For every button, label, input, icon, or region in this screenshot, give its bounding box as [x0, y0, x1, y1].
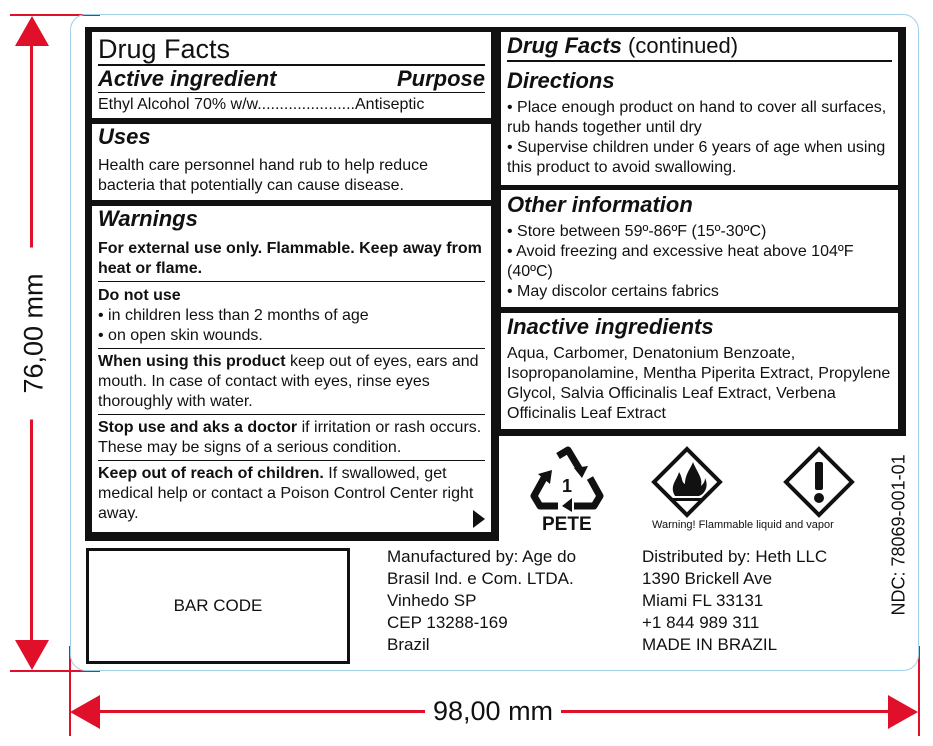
uses-heading: Uses [98, 124, 151, 149]
flammable-hazard-icon [651, 446, 723, 518]
inactive-heading: Inactive ingredients [507, 314, 714, 339]
directions-item: • Supervise children under 6 years of age when using this product to avoid swallowing. [507, 139, 886, 176]
do-not-use-section [98, 282, 485, 349]
height-label: 76,00 mm [19, 248, 50, 420]
drug-facts-left [85, 27, 499, 541]
recycle-number: 1 [562, 476, 573, 496]
inactive-text: Aqua, Carbomer, Denatonium Benzoate, Isopropanolamine, Mentha Piperita Extract, Propylene Glycol, Salvia Officinalis Leaf Extract, Verbena Officinalis Leaf Extract [507, 345, 891, 422]
ndc-code: NDC: 78069-001-01 [888, 454, 909, 616]
uses-panel [92, 124, 491, 200]
warnings-flammable: For external use only. Flammable. Keep away from heat or flame. [98, 239, 485, 282]
continue-arrow-icon [473, 510, 485, 528]
drug-facts-right [497, 27, 906, 436]
stop-use-section: Stop use and aks a doctor if irritation or rash occurs. These may be signs of a serious condition. [98, 415, 485, 461]
do-not-use-item: • on open skin wounds. [98, 327, 263, 344]
do-not-use-item: • in children less than 2 months of age [98, 307, 369, 324]
barcode-box [86, 548, 350, 664]
other-info-heading: Other information [507, 192, 693, 217]
active-panel [92, 32, 491, 118]
other-info-item: • Store between 59º-86ºF (15º-30ºC) [507, 223, 767, 240]
continued-title: Drug Facts (continued) [507, 32, 892, 62]
when-using-section: When using this product keep out of eyes, ears and mouth. In case of contact with eyes, rinse eyes thoroughly with water. [98, 349, 485, 415]
other-info-item: • Avoid freezing and excessive heat above 104ºF (40ºC) [507, 243, 854, 280]
purpose-heading: Purpose [396, 66, 485, 91]
directions-panel [501, 32, 898, 185]
other-info-panel [501, 190, 898, 307]
drug-facts-title: Drug Facts [98, 32, 485, 66]
barcode-label: BAR CODE [173, 596, 263, 615]
active-ingredient-heading: Active ingredient [98, 66, 277, 91]
recycle-symbol [528, 446, 608, 536]
do-not-use-heading: Do not use [98, 287, 181, 304]
width-label: 98,00 mm [425, 696, 561, 727]
distributor-block: Distributed by: Heth LLC 1390 Brickell Ave Miami FL 33131 +1 844 989 311 MADE IN BRAZIL [642, 547, 828, 654]
inactive-panel [501, 313, 898, 429]
recycle-label: PETE [542, 514, 592, 535]
warnings-panel [92, 206, 491, 532]
uses-text: Health care personnel hand rub to help reduce bacteria that potentially can cause disease. [98, 157, 428, 194]
directions-item: • Place enough product on hand to cover all surfaces, rub hands together until dry [507, 99, 887, 136]
exclamation-hazard-icon [783, 446, 855, 518]
other-info-item: • May discolor certains fabrics [507, 283, 719, 300]
active-ingredient-line: Ethyl Alcohol 70% w/w......................Antiseptic [98, 96, 425, 113]
keep-out-section: Keep out of reach of children. If swallowed, get medical help or contact a Poison Control Center right away. [98, 465, 474, 522]
warning-caption: Warning! Flammable liquid and vapor [652, 519, 834, 531]
warnings-heading: Warnings [98, 206, 198, 231]
manufacturer-block: Manufactured by: Age do Brasil Ind. e Com. LTDA. Vinhedo SP CEP 13288-169 Brazil [387, 547, 577, 654]
directions-heading: Directions [507, 68, 615, 93]
